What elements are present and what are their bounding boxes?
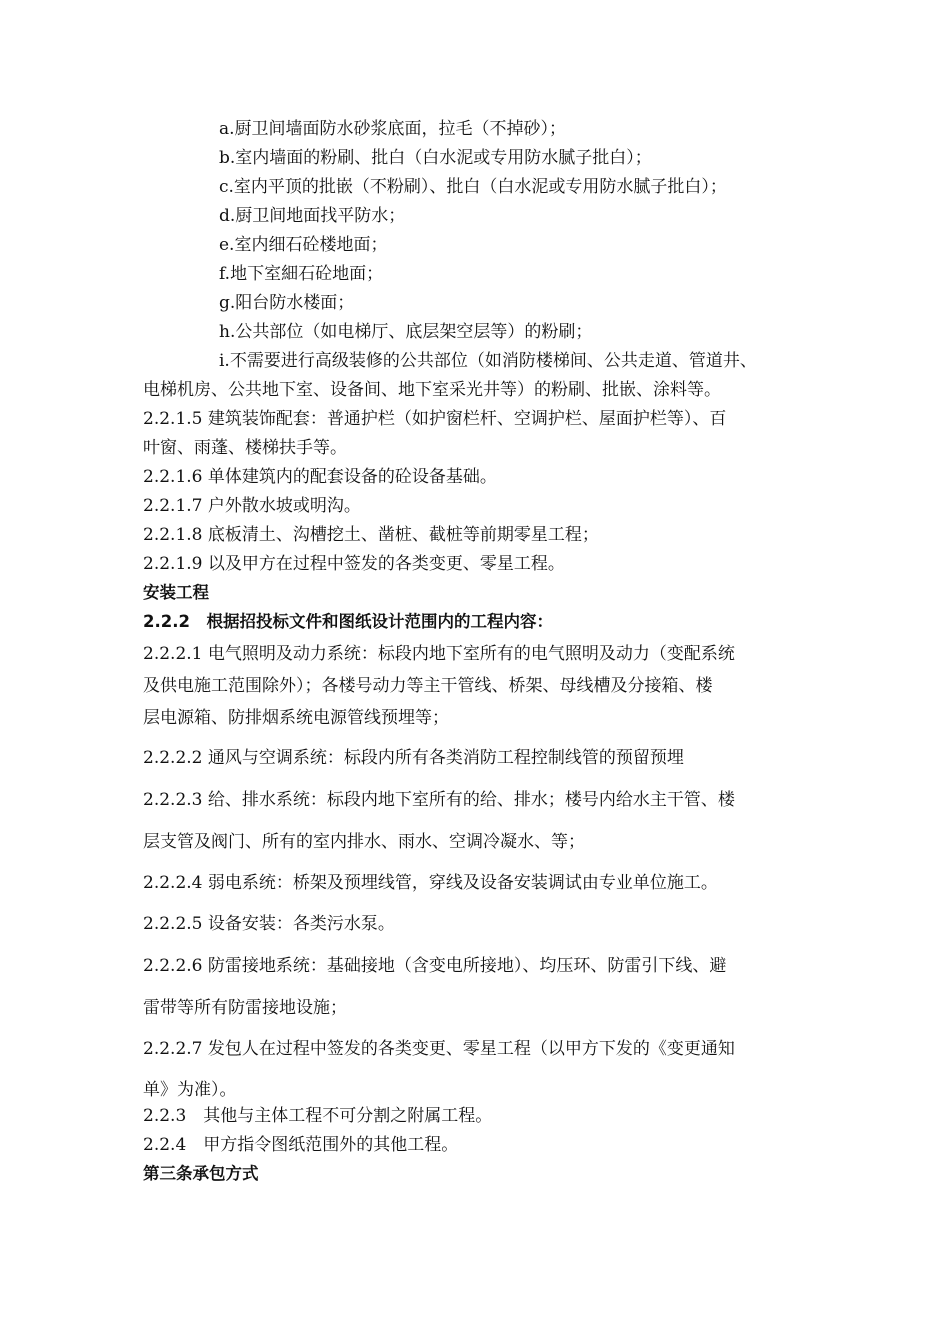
clause-2-2-2-3: 2.2.2.3 给、排水系统：标段内地下室所有的给、排水；楼号内给水主干管、楼 [143, 790, 735, 810]
clause-2-2-1-9: 2.2.1.9 以及甲方在过程中签发的各类变更、零星工程。 [143, 554, 565, 574]
clause-2-2-2-1-cont-2: 层电源箱、防排烟系统电源管线预埋等； [143, 708, 449, 728]
clause-2-2-2-2: 2.2.2.2 通风与空调系统：标段内所有各类消防工程控制线管的预留预埋 [143, 748, 684, 768]
clause-2-2-1-6: 2.2.1.6 单体建筑内的配套设备的砼设备基础。 [143, 467, 497, 487]
list-item-b: b.室内墙面的粉刷、批白（白水泥或专用防水腻子批白）； [219, 148, 652, 168]
clause-2-2-2-heading: 2.2.2 根据招投标文件和图纸设计范围内的工程内容： [143, 612, 553, 631]
list-item-d: d.厨卫间地面找平防水； [219, 206, 406, 226]
clause-2-2-1-8: 2.2.1.8 底板清土、沟槽挖土、凿桩、截桩等前期零星工程； [143, 525, 599, 545]
clause-2-2-1-5-cont: 叶窗、雨蓬、楼梯扶手等。 [143, 438, 347, 458]
clause-2-2-1-7: 2.2.1.7 户外散水坡或明沟。 [143, 496, 361, 516]
list-item-h: h.公共部位（如电梯厅、底层架空层等）的粉刷； [219, 322, 593, 342]
section-heading-installation: 安装工程 [143, 583, 209, 602]
clause-2-2-2-7: 2.2.2.7 发包人在过程中签发的各类变更、零星工程（以甲方下发的《变更通知 [143, 1039, 735, 1059]
list-item-f: f.地下室細石砼地面； [219, 264, 384, 284]
clause-2-2-2-6: 2.2.2.6 防雷接地系统：基础接地（含变电所接地）、均压环、防雷引下线、避 [143, 956, 727, 976]
list-item-g: g.阳台防水楼面； [219, 293, 355, 313]
clause-2-2-1-5: 2.2.1.5 建筑装饰配套：普通护栏（如护窗栏杆、空调护栏、屋面护栏等）、百 [143, 409, 727, 429]
clause-2-2-4: 2.2.4 甲方指令图纸范围外的其他工程。 [143, 1135, 459, 1155]
clause-2-2-2-1-cont-1: 及供电施工范围除外）；各楼号动力等主干管线、桥架、母线槽及分接箱、楼 [143, 676, 713, 696]
list-item-a: a.厨卫间墙面防水砂浆底面，拉毛（不掉砂）； [219, 119, 567, 139]
article-3-heading: 第三条承包方式 [143, 1164, 259, 1183]
clause-2-2-3: 2.2.3 其他与主体工程不可分割之附属工程。 [143, 1106, 493, 1126]
clause-2-2-2-6-cont: 雷带等所有防雷接地设施； [143, 998, 347, 1018]
clause-2-2-2-3-cont: 层支管及阀门、所有的室内排水、雨水、空调冷凝水、等； [143, 832, 585, 852]
clause-2-2-2-5: 2.2.2.5 设备安装：各类污水泵。 [143, 914, 395, 934]
clause-2-2-2-4: 2.2.2.4 弱电系统：桥架及预埋线管，穿线及设备安装调试由专业单位施工。 [143, 873, 718, 893]
list-item-e: e.室内细石砼楼地面； [219, 235, 388, 255]
list-item-i: i.不需要进行高级装修的公共部位（如消防楼梯间、公共走道、管道井、 [219, 351, 757, 371]
list-item-i-cont: 电梯机房、公共地下室、设备间、地下室采光井等）的粉刷、批嵌、涂料等。 [143, 380, 721, 400]
clause-2-2-2-7-cont: 单》为准）。 [143, 1080, 237, 1100]
clause-2-2-2-1: 2.2.2.1 电气照明及动力系统：标段内地下室所有的电气照明及动力（变配系统 [143, 644, 735, 664]
list-item-c: c.室内平顶的批嵌（不粉刷）、批白（白水泥或专用防水腻子批白）； [219, 177, 727, 197]
